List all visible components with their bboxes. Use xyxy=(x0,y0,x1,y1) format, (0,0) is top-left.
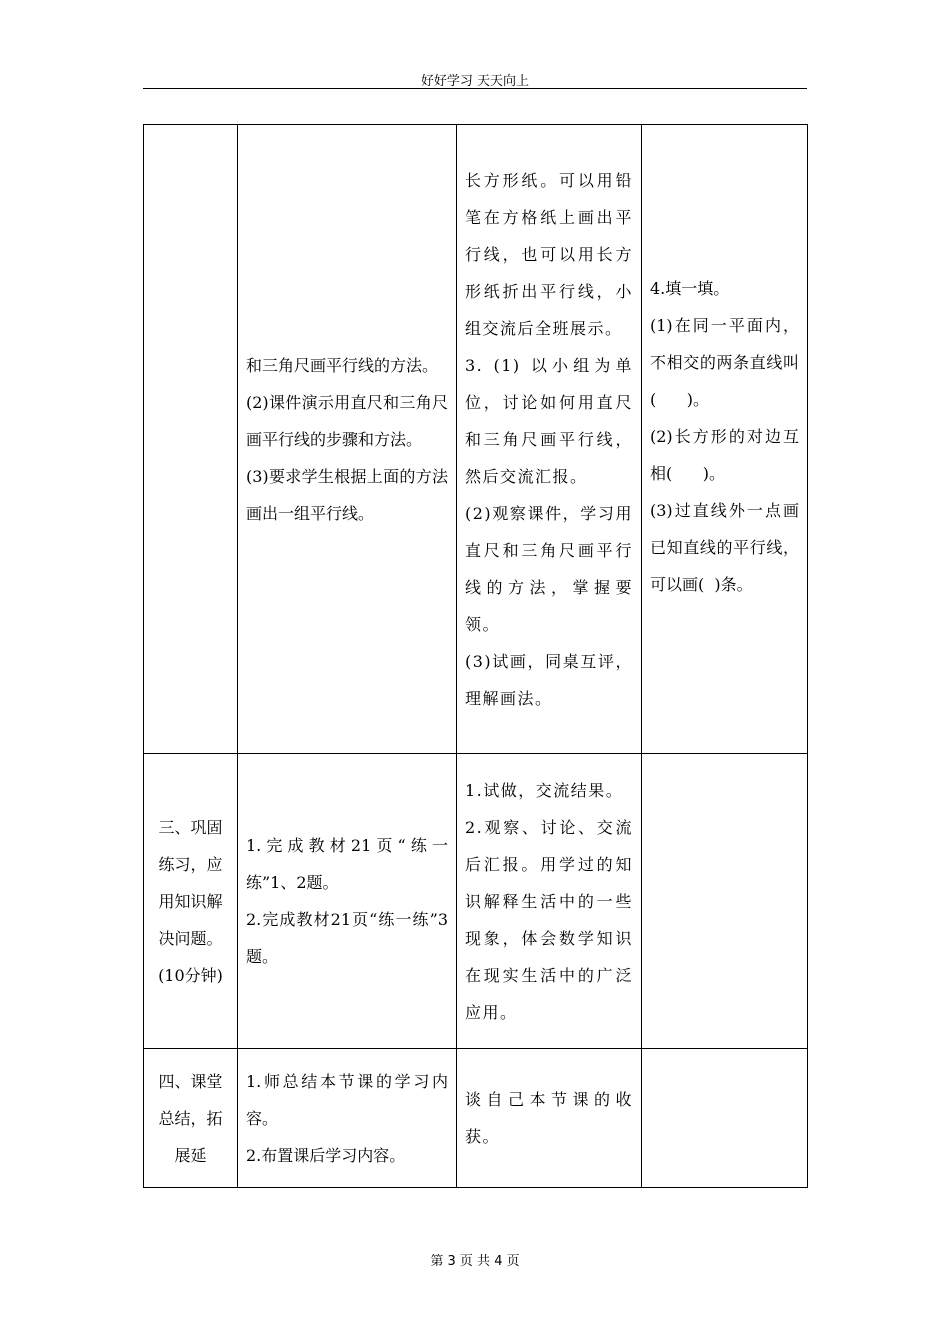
stage-cell: 三、巩固练习，应用知识解决问题。(10分钟) xyxy=(144,754,238,1049)
lesson-plan-table xyxy=(143,124,808,1188)
student-activity-cell: 长方形纸。可以用铅笔在方格纸上画出平行线，也可以用长方形纸折出平行线，小组交流后全班展示。 3. (1) 以小组为单位，讨论如何用直尺和三角尺画平行线，然后交流汇报。 (2)观察课件，学习用直尺和三角尺画平行线的方法，掌握要领。 (3)试画，同桌互评，理解画法。 xyxy=(457,125,642,754)
table-row xyxy=(144,125,808,754)
table-row xyxy=(144,1049,808,1188)
stage-cell: 四、课堂总结，拓展延 xyxy=(144,1049,238,1188)
exercise-cell: 4.填一填。 (1)在同一平面内，不相交的两条直线叫( )。 (2)长方形的对边互相( )。 (3)过直线外一点画已知直线的平行线，可以画( )条。 xyxy=(642,125,808,754)
page-header-title: 好好学习 天天向上 xyxy=(420,74,530,89)
teacher-activity-cell: 1.师总结本节课的学习内容。 2.布置课后学习内容。 xyxy=(238,1049,457,1188)
page-footer-info: 第 3 页 共 4 页 xyxy=(430,1254,520,1269)
student-activity-cell: 谈自己本节课的收获。 xyxy=(457,1049,642,1188)
student-activity-cell: 1.试做，交流结果。 2.观察、讨论、交流后汇报。用学过的知识解释生活中的一些现象，体会数学知识在现实生活中的广泛应用。 xyxy=(457,754,642,1049)
teacher-activity-cell: 和三角尺画平行线的方法。 (2)课件演示用直尺和三角尺画平行线的步骤和方法。 (3)要求学生根据上面的方法画出一组平行线。 xyxy=(238,125,457,754)
exercise-cell xyxy=(642,754,808,1049)
table-row xyxy=(144,754,808,1049)
exercise-cell xyxy=(642,1049,808,1188)
teacher-activity-cell: 1.完成教材21页“练一练”1、2题。 2.完成教材21页“练一练”3题。 xyxy=(238,754,457,1049)
header-divider xyxy=(143,88,807,89)
stage-cell xyxy=(144,125,238,754)
